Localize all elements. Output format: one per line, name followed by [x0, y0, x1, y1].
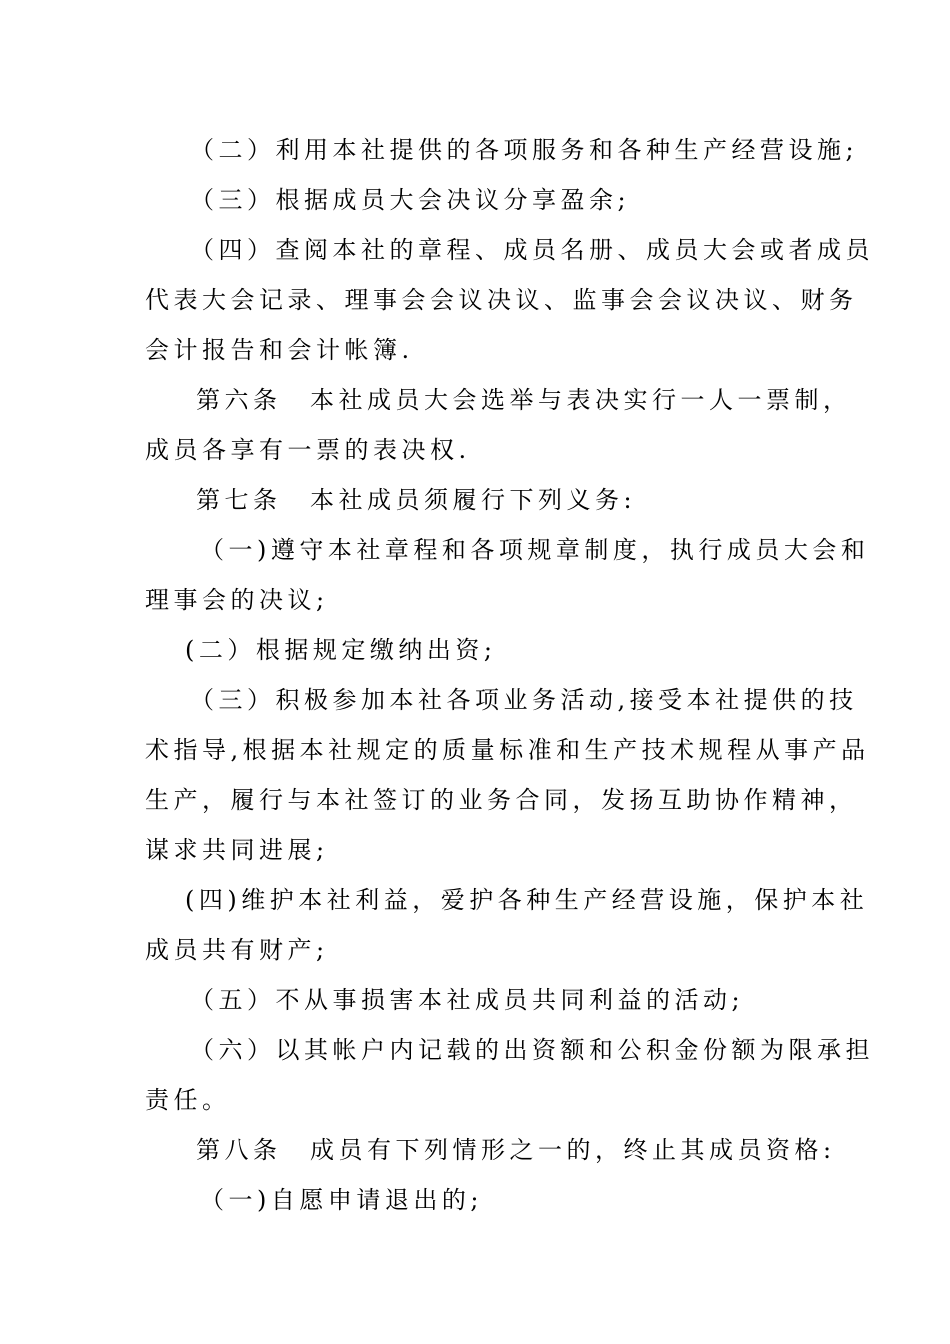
- article-heading-7: 第七条 本社成员须履行下列义务:: [196, 486, 637, 514]
- text-line: （五）不从事损害本社成员共同利益的活动;: [190, 986, 745, 1014]
- text-line: （二）利用本社提供的各项服务和各种生产经营设施;: [190, 136, 859, 164]
- text-line: （一)自愿申请退出的;: [200, 1186, 483, 1214]
- text-line: 代表大会记录、理事会会议决议、监事会会议决议、财务: [145, 286, 858, 314]
- text-line: （三）积极参加本社各项业务活动,接受本社提供的技: [190, 686, 858, 714]
- text-line: 术指导,根据本社规定的质量标准和生产技术规程从事产品: [145, 736, 870, 764]
- text-line: （六）以其帐户内记载的出资额和公积金份额为限承担: [190, 1036, 874, 1064]
- article-heading-6: 第六条 本社成员大会选举与表决实行一人一票制，: [196, 386, 852, 414]
- text-line: （四）查阅本社的章程、成员名册、成员大会或者成员: [190, 236, 874, 264]
- article-heading-8: 第八条 成员有下列情形之一的，终止其成员资格:: [196, 1136, 836, 1164]
- text-line: (二）根据规定缴纳出资;: [185, 636, 497, 664]
- text-line: 成员各享有一票的表决权.: [145, 436, 471, 464]
- text-line: 成员共有财产;: [145, 936, 329, 964]
- text-line: （三）根据成员大会决议分享盈余;: [190, 186, 631, 214]
- text-line: 会计报告和会计帐簿.: [145, 336, 414, 364]
- text-line: 谋求共同进展;: [145, 836, 329, 864]
- text-line: (四)维护本社利益，爱护各种生产经营设施，保护本社: [185, 886, 869, 914]
- text-line: 责任。: [145, 1086, 231, 1114]
- text-line: （一)遵守本社章程和各项规章制度，执行成员大会和: [200, 536, 870, 564]
- text-line: 生产，履行与本社签订的业务合同，发扬互助协作精神，: [145, 786, 858, 814]
- text-line: 理事会的决议;: [145, 586, 329, 614]
